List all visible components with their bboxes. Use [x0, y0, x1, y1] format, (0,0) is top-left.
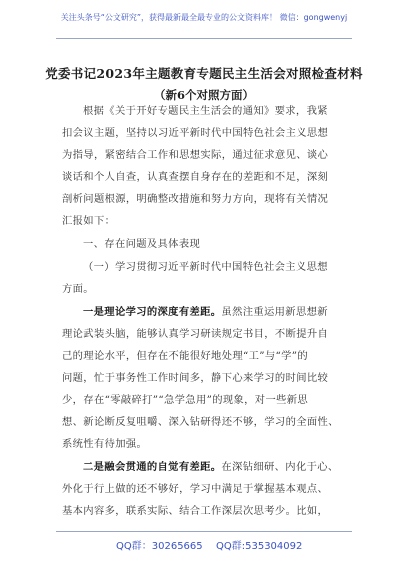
point-one-first-line	[83, 305, 344, 319]
point-one-line: 系统性有待加强。	[62, 438, 148, 450]
footer-divider	[56, 531, 352, 532]
point-one-text: 虽然注重运用新思想新	[221, 306, 328, 318]
footer-qq-group-1: QQ群：30265665	[116, 541, 203, 552]
point-two-text: 在深钻细研、内化于心、	[221, 461, 339, 473]
intro-line: 汇报如下：	[62, 215, 116, 227]
point-one-line: 少，存在“零敲碎打”“急学急用”的现象，对一些新思	[62, 394, 309, 406]
intro-line: 为指导，紧密结合工作和思想实际，通过征求意见、谈心	[62, 149, 329, 161]
point-one-line: 问题，忙于事务性工作时间多，静下心来学习的时间比较	[62, 372, 329, 384]
header-banner: 关注头条号“公文研究”，获得最新最全最专业的公文资料库！ 微信：gongwenyj	[60, 13, 348, 22]
intro-line: 根据《关于开好专题民主生活会的通知》要求，我紧	[83, 105, 328, 117]
intro-line: 剖析问题根源，明确整改措施和努力方向，现将有关情况	[62, 193, 329, 205]
point-one-line: 想、新论断反复咀嚼、深入钻研得还不够，学习的全面性、	[62, 416, 339, 428]
intro-line: 谈话和个人自查，认真查摆自身存在的差距和不足，深刻	[62, 171, 329, 183]
point-one-heading: 一是理论学习的深度有差距。	[83, 306, 222, 318]
section-heading: 一、存在问题及具体表现	[83, 238, 201, 250]
subsection-heading-cont: 方面。	[62, 283, 94, 295]
header-divider	[56, 38, 352, 39]
point-two-line: 外化于行上做的还不够好，学习中满足于掌握基本观点、	[62, 483, 329, 495]
footer	[0, 537, 408, 551]
point-one-line: 己的理论水平，但存在不能很好地处理“工”与“学”的	[62, 350, 309, 362]
intro-line: 扣会议主题，坚持以习近平新时代中国特色社会主义思想	[62, 127, 329, 139]
point-one-line: 理论武装头脑，能够认真学习研读规定书目，不断提升自	[62, 328, 329, 340]
point-two-heading: 二是融会贯通的自觉有差距。	[83, 461, 222, 473]
point-two-first-line	[83, 460, 344, 474]
point-two-line: 基本内容多，联系实际、结合工作深层次思考少。比如，	[62, 505, 329, 517]
footer-qq-group-2: QQ群:535304092	[216, 541, 303, 552]
document-title: 党委书记2023年主题教育专题民主生活会对照检查材料	[45, 66, 363, 81]
document-subtitle: （新6个对照方面）	[153, 88, 254, 102]
subsection-heading: （一）学习贯彻习近平新时代中国特色社会主义思想	[83, 261, 328, 273]
